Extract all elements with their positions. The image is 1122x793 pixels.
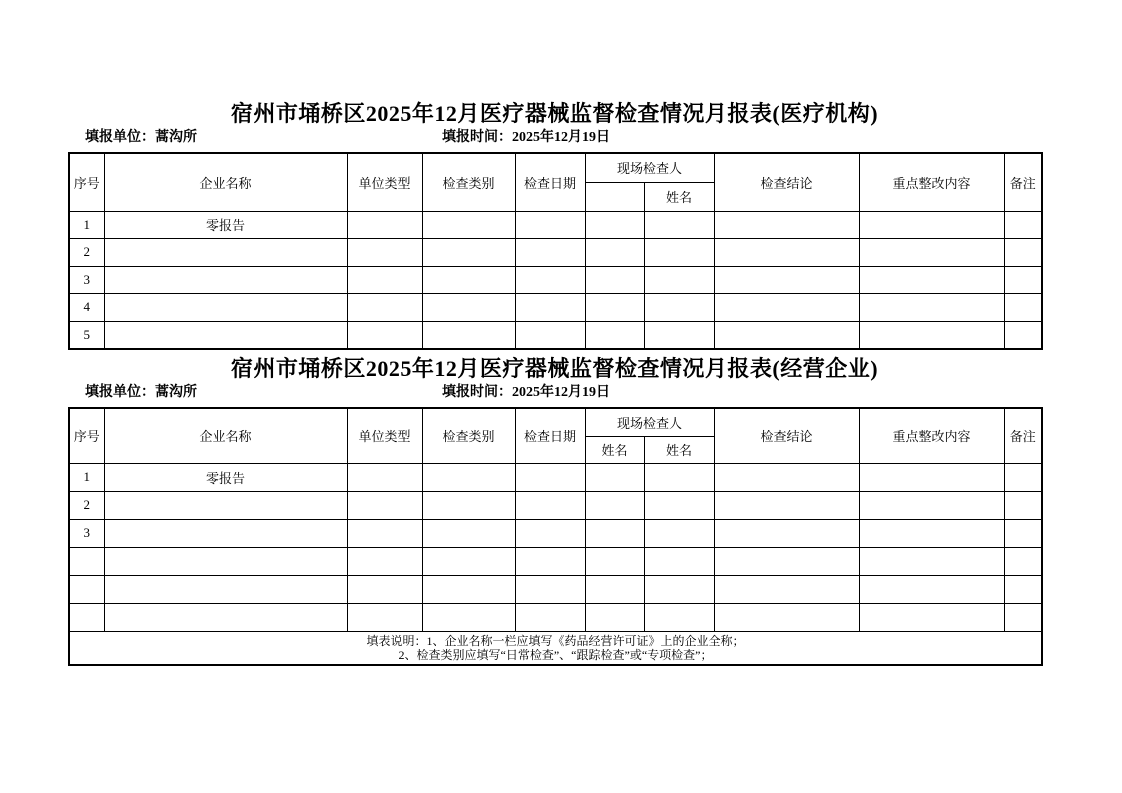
table-row (69, 463, 1042, 491)
cell-inspector-right (644, 266, 714, 294)
col-header-company: 企业名称 (104, 408, 347, 463)
table-row (69, 266, 1042, 294)
cell-conclusion (714, 575, 859, 603)
report-unit-label: 填报单位： (85, 130, 155, 145)
col-header-rectify: 重点整改内容 (859, 153, 1004, 211)
report2-meta (68, 381, 1041, 401)
cell-remark (1004, 239, 1042, 267)
cell-seq: 2 (69, 239, 104, 267)
cell-inspector-left (585, 239, 644, 267)
cell-check-date (515, 491, 585, 519)
cell-conclusion (714, 239, 859, 267)
col-header-inspectors: 现场检查人 (585, 408, 714, 436)
cell-inspector-right (644, 239, 714, 267)
col-header-inspectors: 现场检查人 (585, 153, 714, 182)
cell-company (104, 239, 347, 267)
footnote-line1: 填表说明：1、企业名称一栏应填写《药品经营许可证》上的企业全称； (366, 633, 745, 648)
cell-rectify (859, 211, 1004, 239)
report-title-medical: 宿州市埇桥区2025年12月医疗器械监督检查情况月报表(医疗机构) (230, 101, 879, 126)
cell-conclusion (714, 547, 859, 575)
col-header-inspector-right: 姓名 (644, 436, 714, 463)
cell-check-type (422, 491, 515, 519)
cell-inspector-left (585, 491, 644, 519)
cell-remark (1004, 603, 1042, 631)
cell-inspector-left (585, 294, 644, 322)
col-header-unit-type: 单位类型 (347, 408, 422, 463)
cell-company (104, 266, 347, 294)
cell-conclusion (714, 463, 859, 491)
table-row (69, 519, 1042, 547)
cell-inspector-right (644, 491, 714, 519)
cell-inspector-left (585, 321, 644, 349)
cell-rectify (859, 321, 1004, 349)
footnote-line2: 2、检查类别应填写“日常检查”、“跟踪检查”或“专项检查”； (398, 647, 713, 662)
cell-rectify (859, 547, 1004, 575)
cell-conclusion (714, 211, 859, 239)
cell-conclusion (714, 294, 859, 322)
report-unit (85, 381, 197, 401)
cell-remark (1004, 575, 1042, 603)
col-header-unit-type: 单位类型 (347, 153, 422, 211)
cell-check-type (422, 239, 515, 267)
header-row (69, 153, 1042, 182)
cell-remark (1004, 491, 1042, 519)
cell-inspector-left (585, 463, 644, 491)
table-row (69, 575, 1042, 603)
cell-rectify (859, 294, 1004, 322)
cell-inspector-right (644, 321, 714, 349)
cell-inspector-right (644, 519, 714, 547)
cell-check-date (515, 294, 585, 322)
cell-check-type (422, 547, 515, 575)
report-time-value: 2025年12月19日 (512, 385, 610, 400)
cell-seq: 3 (69, 519, 104, 547)
col-header-check-date: 检查日期 (515, 153, 585, 211)
report1-meta (68, 126, 1041, 146)
report1-body (69, 211, 1042, 349)
cell-company (104, 575, 347, 603)
col-header-seq: 序号 (69, 153, 104, 211)
col-header-inspector-left (585, 182, 644, 211)
table-row (69, 603, 1042, 631)
report-time-label: 填报时间： (442, 130, 512, 145)
report-time (442, 381, 610, 401)
col-header-remark: 备注 (1004, 153, 1042, 211)
report2-body (69, 463, 1042, 631)
cell-inspector-right (644, 547, 714, 575)
cell-check-type (422, 463, 515, 491)
cell-remark (1004, 321, 1042, 349)
cell-company (104, 294, 347, 322)
col-header-rectify: 重点整改内容 (859, 408, 1004, 463)
cell-conclusion (714, 603, 859, 631)
cell-company (104, 547, 347, 575)
cell-inspector-right (644, 603, 714, 631)
report-table-medical (68, 152, 1043, 350)
table-row (69, 547, 1042, 575)
report-unit-label: 填报单位： (85, 385, 155, 400)
cell-company (104, 519, 347, 547)
col-header-check-type: 检查类别 (422, 153, 515, 211)
cell-check-type (422, 211, 515, 239)
table-row (69, 491, 1042, 519)
cell-inspector-right (644, 294, 714, 322)
cell-check-type (422, 519, 515, 547)
cell-unit-type (347, 211, 422, 239)
col-header-seq: 序号 (69, 408, 104, 463)
cell-conclusion (714, 491, 859, 519)
report-time-label: 填报时间： (442, 385, 512, 400)
cell-unit-type (347, 321, 422, 349)
cell-rectify (859, 603, 1004, 631)
cell-conclusion (714, 519, 859, 547)
cell-conclusion (714, 266, 859, 294)
cell-unit-type (347, 463, 422, 491)
table-row (69, 239, 1042, 267)
col-header-conclusion: 检查结论 (714, 153, 859, 211)
table-row (69, 211, 1042, 239)
cell-company (104, 603, 347, 631)
cell-inspector-right (644, 463, 714, 491)
cell-check-date (515, 239, 585, 267)
cell-rectify (859, 239, 1004, 267)
col-header-remark: 备注 (1004, 408, 1042, 463)
cell-check-date (515, 463, 585, 491)
cell-unit-type (347, 603, 422, 631)
cell-inspector-left (585, 266, 644, 294)
cell-unit-type (347, 239, 422, 267)
cell-seq (69, 547, 104, 575)
cell-check-type (422, 603, 515, 631)
col-header-check-date: 检查日期 (515, 408, 585, 463)
cell-seq: 4 (69, 294, 104, 322)
cell-rectify (859, 491, 1004, 519)
report-unit-value: 蒿沟所 (155, 385, 197, 400)
cell-remark (1004, 211, 1042, 239)
cell-conclusion (714, 321, 859, 349)
cell-seq: 1 (69, 211, 104, 239)
cell-inspector-left (585, 575, 644, 603)
cell-unit-type (347, 294, 422, 322)
col-header-company: 企业名称 (104, 153, 347, 211)
cell-inspector-left (585, 547, 644, 575)
col-header-conclusion: 检查结论 (714, 408, 859, 463)
cell-inspector-left (585, 211, 644, 239)
cell-check-date (515, 211, 585, 239)
report-unit (85, 126, 197, 146)
cell-seq (69, 575, 104, 603)
cell-check-type (422, 321, 515, 349)
cell-seq: 2 (69, 491, 104, 519)
cell-check-date (515, 603, 585, 631)
cell-seq (69, 603, 104, 631)
cell-seq: 1 (69, 463, 104, 491)
cell-remark (1004, 519, 1042, 547)
report-title-business: 宿州市埇桥区2025年12月医疗器械监督检查情况月报表(经营企业) (230, 356, 879, 381)
cell-remark (1004, 463, 1042, 491)
cell-inspector-left (585, 519, 644, 547)
cell-company (104, 491, 347, 519)
col-header-inspector-right: 姓名 (644, 182, 714, 211)
cell-check-date (515, 266, 585, 294)
cell-remark (1004, 294, 1042, 322)
table-row (69, 321, 1042, 349)
cell-check-date (515, 519, 585, 547)
cell-company: 零报告 (104, 463, 347, 491)
cell-rectify (859, 575, 1004, 603)
cell-rectify (859, 463, 1004, 491)
cell-check-date (515, 575, 585, 603)
col-header-inspector-left: 姓名 (585, 436, 644, 463)
report-table-business (68, 407, 1043, 666)
cell-inspector-left (585, 603, 644, 631)
cell-seq: 5 (69, 321, 104, 349)
cell-rectify (859, 266, 1004, 294)
footnote (69, 631, 1042, 665)
cell-check-type (422, 575, 515, 603)
cell-company (104, 321, 347, 349)
cell-unit-type (347, 491, 422, 519)
cell-company: 零报告 (104, 211, 347, 239)
cell-inspector-right (644, 211, 714, 239)
report-time-value: 2025年12月19日 (512, 130, 610, 145)
cell-unit-type (347, 547, 422, 575)
cell-unit-type (347, 266, 422, 294)
header-row (69, 408, 1042, 436)
cell-unit-type (347, 519, 422, 547)
footnote-row (69, 631, 1042, 665)
col-header-check-type: 检查类别 (422, 408, 515, 463)
cell-check-date (515, 321, 585, 349)
cell-check-date (515, 547, 585, 575)
cell-remark (1004, 547, 1042, 575)
cell-check-type (422, 266, 515, 294)
cell-inspector-right (644, 575, 714, 603)
cell-remark (1004, 266, 1042, 294)
report-unit-value: 蒿沟所 (155, 130, 197, 145)
cell-check-type (422, 294, 515, 322)
report-time (442, 126, 610, 146)
cell-seq: 3 (69, 266, 104, 294)
cell-unit-type (347, 575, 422, 603)
table-row (69, 294, 1042, 322)
cell-rectify (859, 519, 1004, 547)
